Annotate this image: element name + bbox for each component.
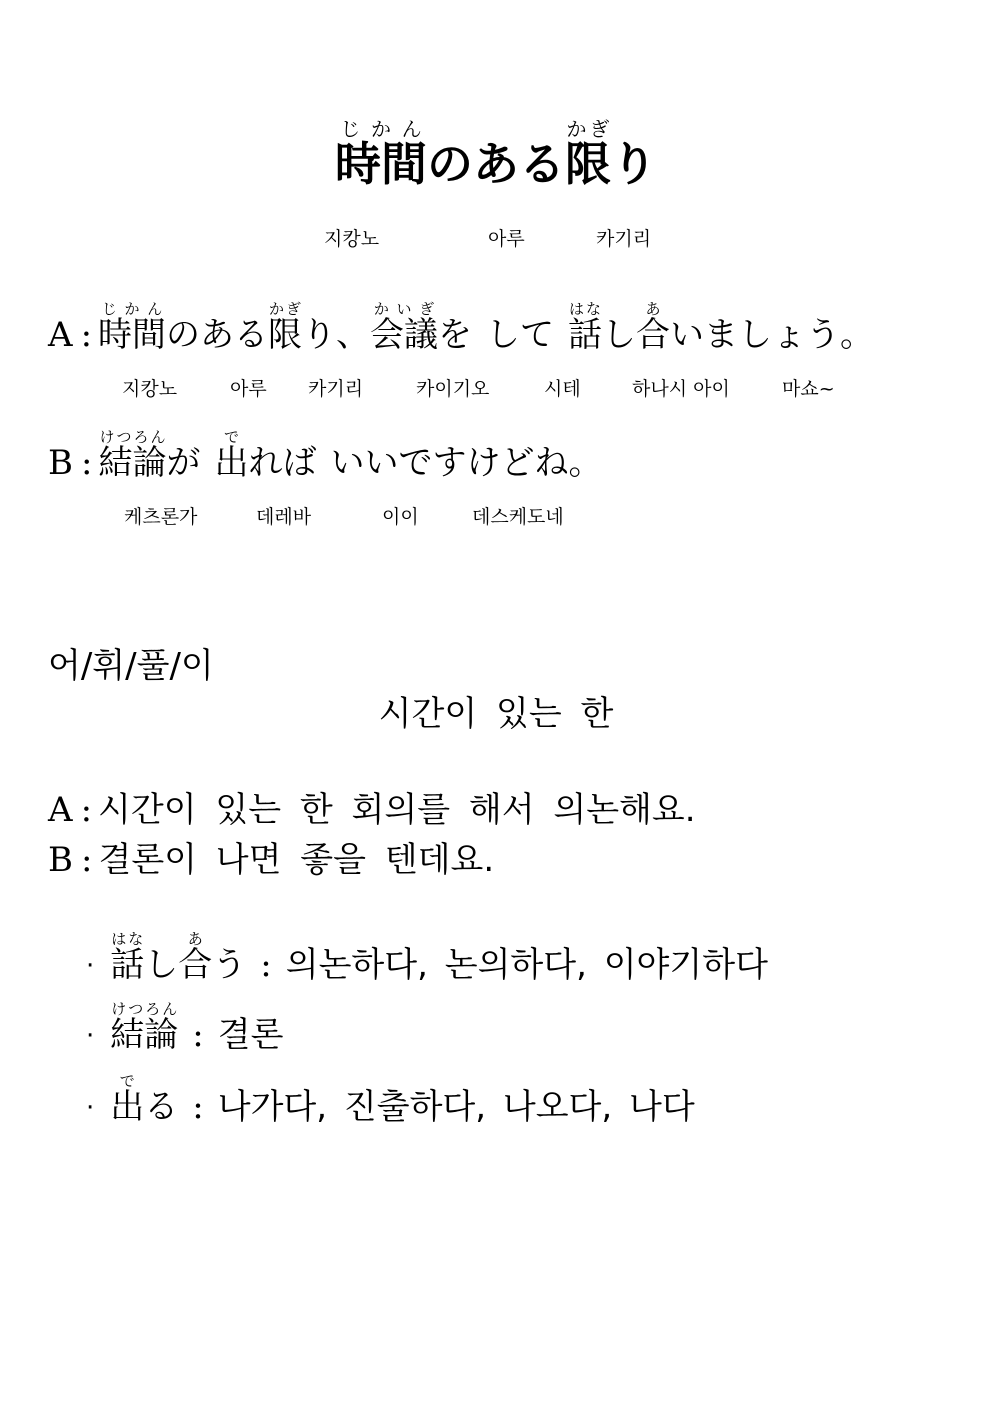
dialogue-a-korean-reading	[0, 374, 992, 398]
vocab-definition: 결론	[217, 1015, 284, 1055]
kana: れば	[248, 443, 317, 483]
title-reading-2: 아루	[488, 228, 525, 250]
kana: を	[438, 315, 473, 355]
reading-word: 시테	[544, 378, 581, 400]
kana: して	[486, 315, 555, 355]
kanji-de: 出で	[110, 1072, 145, 1127]
reading-word: 이이	[382, 506, 419, 528]
dialogue-b-korean-reading	[0, 502, 992, 526]
reading-word: 지캉노	[122, 378, 178, 400]
kanji-a: 合あ	[636, 300, 671, 355]
reading-word: 카이기오	[416, 378, 490, 400]
kanji-kaigi: 会議かいぎ	[370, 300, 439, 355]
title-korean-reading	[0, 224, 992, 250]
vocab-section-title: 어/휘/풀/이	[48, 646, 214, 686]
reading-word: 하나시 아이	[632, 378, 730, 400]
reading-word: 카기리	[308, 378, 364, 400]
kanji-ketsuron: 結論けつろん	[110, 1000, 179, 1055]
page-title	[0, 118, 992, 194]
title-kanji-jikan: 時間じかん	[335, 117, 427, 191]
reading-word: 마쇼~	[782, 378, 835, 400]
vocab-definition: 의논하다, 논의하다, 이야기하다	[285, 945, 768, 985]
kanji-ketsuron: 結論けつろん	[98, 428, 167, 483]
title-kana: のある	[427, 137, 565, 191]
vocab-definition: 나가다, 진출하다, 나오다, 나다	[217, 1087, 695, 1127]
title-kana-ri: り	[611, 137, 657, 191]
bullet: ·	[86, 951, 95, 981]
title-furigana-kagi: かぎ	[565, 117, 611, 141]
title-reading-3: 카기리	[596, 228, 652, 250]
vocab-item-hanashiau	[86, 930, 768, 986]
kanji-a: 合あ	[178, 930, 213, 985]
vocab-item-ketsuron	[86, 1000, 283, 1056]
reading-word: 데스케도네	[472, 506, 564, 528]
kana: いいですけどね。	[330, 443, 603, 483]
translation-a	[48, 782, 696, 831]
kana: し	[602, 315, 637, 355]
speaker-a: A	[48, 315, 73, 355]
kana: る	[144, 1087, 179, 1127]
title-kanji-kagi: 限かぎ	[565, 117, 611, 191]
title-furigana-jikan: じかん	[335, 117, 427, 141]
kana: のある	[166, 315, 269, 355]
separator: :	[260, 945, 272, 985]
speaker-b: B	[48, 840, 73, 880]
speaker-colon: :	[80, 790, 93, 830]
kanji-hana: 話はな	[568, 300, 603, 355]
reading-word: 케츠론가	[124, 506, 198, 528]
bullet: ·	[86, 1093, 95, 1123]
kana: いましょう。	[670, 315, 875, 355]
kana: が	[166, 443, 201, 483]
reading-word: 아루	[230, 378, 267, 400]
kana: り、	[302, 315, 371, 355]
kanji-hana: 話はな	[110, 930, 145, 985]
dialogue-line-a	[48, 300, 874, 356]
kanji-kagi: 限かぎ	[268, 300, 303, 355]
kana: し	[144, 945, 179, 985]
title-reading-1: 지캉노	[324, 228, 380, 250]
kanji-jikan: 時間じかん	[98, 300, 167, 355]
title-meaning: 시간이 있는 한	[378, 694, 614, 734]
kanji-de: 出で	[214, 428, 249, 483]
speaker-b: B	[48, 443, 73, 483]
vocab-item-deru	[86, 1072, 695, 1128]
speaker-colon: :	[81, 840, 93, 880]
kana: う	[212, 945, 247, 985]
translation-text: 시간이 있는 한 회의를 해서 의논해요.	[98, 790, 696, 830]
dialogue-line-b	[48, 428, 602, 484]
translation-text: 결론이 나면 좋을 텐데요.	[98, 840, 495, 880]
separator: :	[192, 1087, 204, 1127]
separator: :	[192, 1015, 204, 1055]
reading-word: 데레바	[256, 506, 312, 528]
translation-b	[48, 832, 494, 881]
speaker-colon: :	[80, 315, 93, 355]
speaker-colon: :	[81, 443, 93, 483]
bullet: ·	[86, 1021, 95, 1051]
speaker-a: A	[48, 790, 73, 830]
